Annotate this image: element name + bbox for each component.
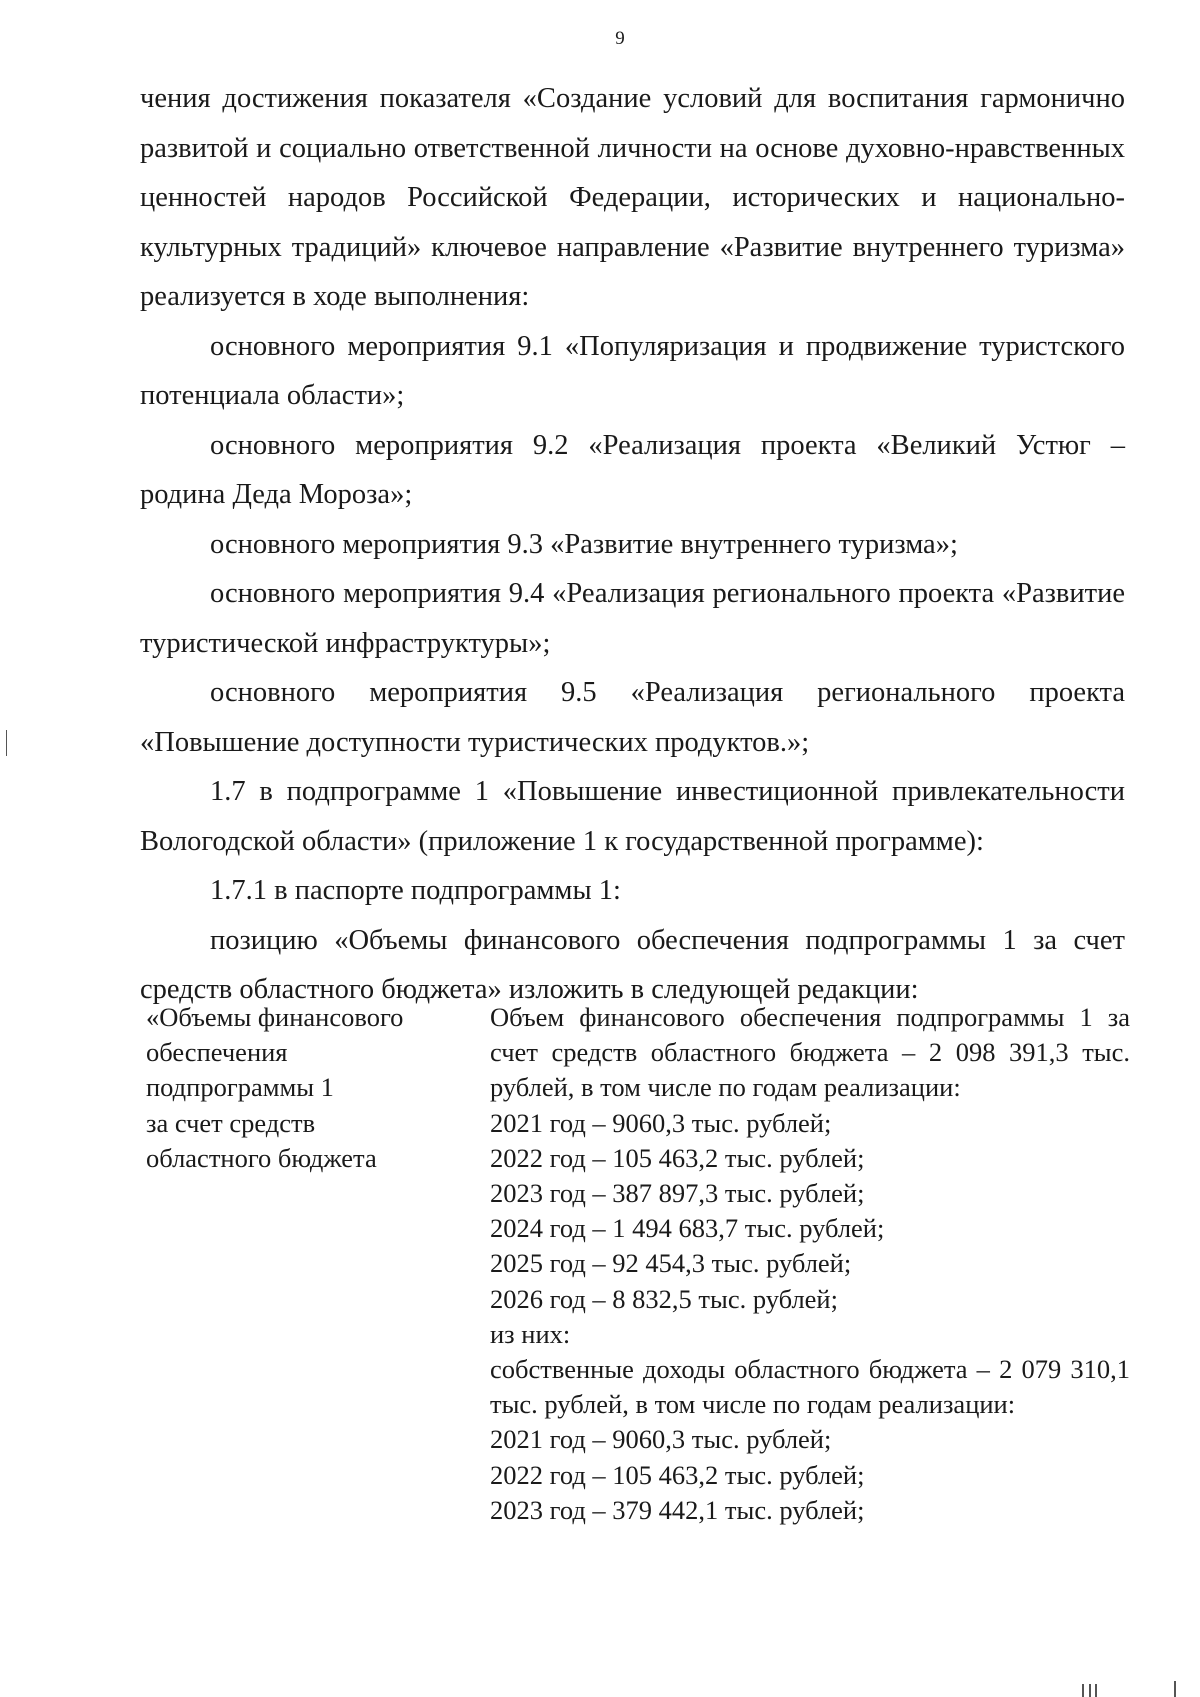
label-line: подпрограммы 1 (146, 1072, 334, 1103)
year-line: 2022 год – 105 463,2 тыс. рублей; (490, 1459, 865, 1490)
paragraph: основного мероприятия 9.3 «Развитие внутреннего туризма»; (210, 528, 958, 560)
paragraph: чения достижения показателя «Создание условий для воспитания гармонично развитой и социально ответственной личности на основе духовно-нравственных ценностей народов Российской Федерации, исторических и национально-культурных традиций» ключевое направление «Развитие внутреннего туризма» реализуется в ходе выполнения: (140, 83, 1125, 312)
year-line: 2024 год – 1 494 683,7 тыс. рублей; (490, 1213, 885, 1244)
year-line: 2023 год – 387 897,3 тыс. рублей; (490, 1178, 865, 1209)
of-them-label: из них: (490, 1318, 571, 1349)
scan-edge-mark (6, 730, 7, 756)
year-line: 2021 год – 9060,3 тыс. рублей; (490, 1107, 832, 1138)
scan-edge-mark (1082, 1684, 1084, 1697)
funding-table (146, 1000, 1136, 1528)
page-number: 9 (615, 28, 625, 49)
label-line: областного бюджета (146, 1142, 377, 1173)
year-line: 2026 год – 8 832,5 тыс. рублей; (490, 1283, 838, 1314)
paragraph: позицию «Объемы финансового обеспечения подпрограммы 1 за счет средств областного бюджета» изложить в следующей редакции: (140, 924, 1125, 1005)
year-line: 2025 год – 92 454,3 тыс. рублей; (490, 1248, 852, 1279)
scan-edge-mark (1095, 1684, 1097, 1697)
year-line: 2021 год – 9060,3 тыс. рублей; (490, 1424, 832, 1455)
funding-intro: Объем финансового обеспечения подпрограммы 1 за счет средств областного бюджета – 2 098 391,3 тыс. рублей, в том числе по годам реализации: (490, 1002, 1130, 1103)
label-line: за счет средств (146, 1107, 316, 1138)
scan-edge-mark (1089, 1684, 1091, 1697)
year-line: 2023 год – 379 442,1 тыс. рублей; (490, 1494, 865, 1525)
label-line: обеспечения (146, 1037, 288, 1068)
paragraph: основного мероприятия 9.1 «Популяризация и продвижение туристского потенциала области»; (140, 330, 1125, 411)
own-income-text: собственные доходы областного бюджета – 2 079 310,1 тыс. рублей, в том числе по годам реализации: (490, 1354, 1130, 1420)
paragraph: 1.7 в подпрограмме 1 «Повышение инвестиционной привлекательности Вологодской области» (приложение 1 к государственной программе): (140, 776, 1125, 857)
paragraph: основного мероприятия 9.4 «Реализация регионального проекта «Развитие туристической инфраструктуры»; (140, 578, 1125, 659)
funding-table-label-cell (146, 1000, 490, 1528)
scan-edge-mark (1174, 1681, 1176, 1697)
paragraph: основного мероприятия 9.2 «Реализация проекта «Великий Устюг – родина Деда Мороза»; (140, 429, 1125, 510)
paragraph: 1.7.1 в паспорте подпрограммы 1: (210, 875, 621, 906)
document-body (140, 74, 1125, 1015)
label-line: «Объемы финансового (146, 1002, 404, 1032)
year-line: 2022 год – 105 463,2 тыс. рублей; (490, 1142, 865, 1173)
funding-table-value-cell (490, 1000, 1130, 1528)
paragraph: основного мероприятия 9.5 «Реализация регионального проекта «Повышение доступности туристических продуктов.»; (140, 677, 1125, 758)
